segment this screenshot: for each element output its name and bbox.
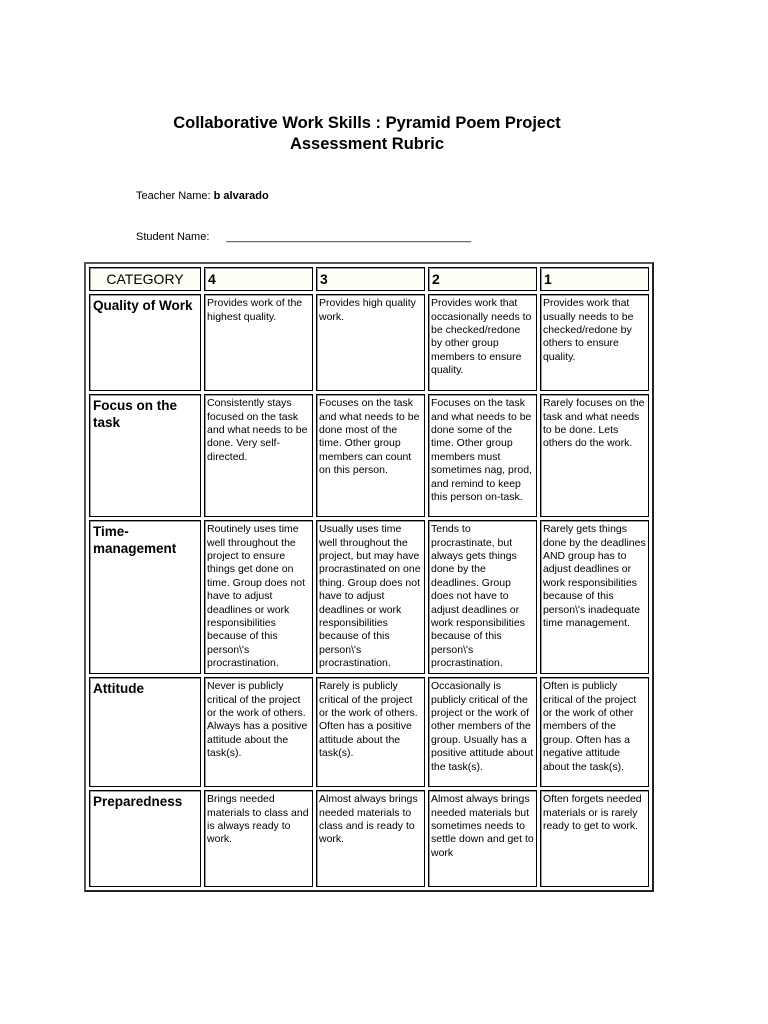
criteria-cell: Brings needed materials to class and is always ready to work.: [204, 790, 313, 887]
criteria-cell: Usually uses time well throughout the project, but may have procrastinated on one thing. Group does not have to adjust deadlines or work responsibilities because of this person\'s procrastination.: [316, 520, 425, 674]
category-cell: Time-management: [89, 520, 201, 674]
teacher-name-label: Teacher Name:: [136, 190, 211, 202]
teacher-name-row: [136, 189, 269, 203]
rubric-row-focus-on-the-task: [89, 394, 649, 517]
criteria-cell: Routinely uses time well throughout the project to ensure things get done on time. Group does not have to adjust deadlines or work responsibilities because of this person\'s procrastination.: [204, 520, 313, 674]
header-score-3: 3: [316, 267, 425, 291]
rubric-row-attitude: [89, 677, 649, 787]
criteria-cell: Focuses on the task and what needs to be done most of the time. Other group members can count on this person.: [316, 394, 425, 517]
document-title: [0, 113, 734, 154]
title-line-1: Collaborative Work Skills : Pyramid Poem Project: [173, 114, 561, 132]
criteria-cell: Almost always brings needed materials but sometimes needs to settle down and get to work: [428, 790, 537, 887]
student-name-blank: ________________________________________: [226, 231, 472, 243]
criteria-cell: Occasionally is publicly critical of the project or the work of other members of the group. Usually has a positive attitude about the task(s).: [428, 677, 537, 787]
header-score-1: 1: [540, 267, 649, 291]
criteria-cell: Provides work of the highest quality.: [204, 294, 313, 391]
criteria-cell: Often is publicly critical of the project or the work of other members of the group. Often has a negative attitude about the task(s).: [540, 677, 649, 787]
criteria-cell: Provides high quality work.: [316, 294, 425, 391]
criteria-cell: Consistently stays focused on the task and what needs to be done. Very self-directed.: [204, 394, 313, 517]
criteria-cell: Rarely is publicly critical of the project or the work of others. Often has a positive attitude about the task(s).: [316, 677, 425, 787]
category-cell: Preparedness: [89, 790, 201, 887]
criteria-cell: Almost always brings needed materials to class and is ready to work.: [316, 790, 425, 887]
student-name-row: [136, 230, 471, 244]
category-cell: Focus on the task: [89, 394, 201, 517]
header-category: CATEGORY: [89, 267, 201, 291]
criteria-cell: Focuses on the task and what needs to be done some of the time. Other group members must sometimes nag, prod, and remind to keep this person on-task.: [428, 394, 537, 517]
criteria-cell: Rarely gets things done by the deadlines AND group has to adjust deadlines or work responsibilities because of this person\'s inadequate time management.: [540, 520, 649, 674]
student-name-label: Student Name:: [136, 231, 210, 243]
criteria-cell: Tends to procrastinate, but always gets things done by the deadlines. Group does not have to adjust deadlines or work responsibilities because of this person\'s procrastination.: [428, 520, 537, 674]
rubric-row-quality-of-work: [89, 294, 649, 391]
rubric-row-preparedness: [89, 790, 649, 887]
rubric-table: [84, 262, 654, 892]
teacher-name-value: b alvarado: [213, 190, 269, 202]
rubric-header-row: [89, 267, 649, 291]
rubric-row-time-management: [89, 520, 649, 674]
criteria-cell: Rarely focuses on the task and what needs to be done. Lets others do the work.: [540, 394, 649, 517]
header-score-4: 4: [204, 267, 313, 291]
category-cell: Quality of Work: [89, 294, 201, 391]
header-score-2: 2: [428, 267, 537, 291]
criteria-cell: Provides work that occasionally needs to be checked/redone by other group members to ensure quality.: [428, 294, 537, 391]
criteria-cell: Provides work that usually needs to be checked/redone by others to ensure quality.: [540, 294, 649, 391]
criteria-cell: Never is publicly critical of the project or the work of others. Always has a positive attitude about the task(s).: [204, 677, 313, 787]
criteria-cell: Often forgets needed materials or is rarely ready to get to work.: [540, 790, 649, 887]
title-line-2: Assessment Rubric: [289, 134, 445, 153]
category-cell: Attitude: [89, 677, 201, 787]
